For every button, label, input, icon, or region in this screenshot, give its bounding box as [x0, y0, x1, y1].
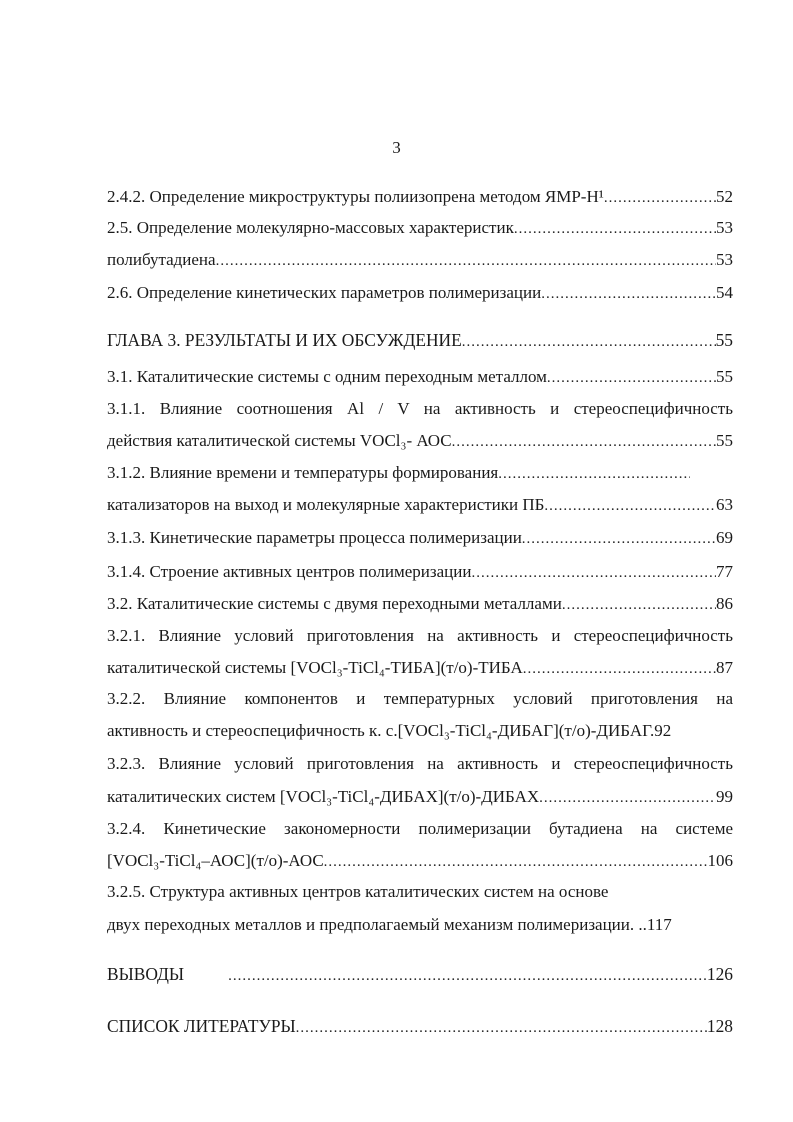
dot-leader [544, 494, 716, 518]
toc-entry-title: ВЫВОДЫ [107, 964, 185, 984]
toc-entry-3-1-2-cont[interactable] [107, 493, 733, 517]
toc-entry-page: 69 [716, 528, 733, 547]
toc-entry-title: 3.1.4. Строение активных центров полимеризации [107, 562, 472, 581]
dot-leader [462, 330, 716, 354]
dot-leader [296, 1016, 707, 1040]
toc-entry-title: 3.2.4. Кинетические закономерности полимеризации бутадиена на системе [107, 819, 733, 838]
toc-entry-page: 106 [707, 851, 733, 870]
dot-leader [471, 561, 716, 585]
toc-entry-page: 128 [706, 1016, 733, 1036]
dot-leader [539, 786, 716, 810]
dot-leader [514, 217, 716, 241]
toc-entry-page: 92 [654, 721, 672, 740]
toc-entry-2-5[interactable] [107, 216, 733, 240]
toc-entry-3-2-5[interactable] [107, 880, 733, 904]
toc-entry-page: 99 [716, 787, 733, 806]
toc-entry-3-1-1-cont[interactable] [107, 429, 733, 453]
toc-entry-page: 77 [716, 562, 733, 581]
toc-entry-title: каталитических систем [VOCl₃-TiCl₄-ДИБАХ](т/о)-ДИБАХ [107, 787, 540, 806]
dot-leader [547, 366, 716, 390]
toc-entry-title: двух переходных металлов и предполагаемый механизм полимеризации. .. [107, 915, 647, 934]
toc-entry-title: 2.6. Определение кинетических параметров полимеризации [107, 283, 542, 302]
toc-entry-3-2-2[interactable] [107, 687, 733, 711]
toc-entry-3-1-2[interactable] [107, 461, 733, 485]
toc-entry-title: 3.2.2. Влияние компонентов и температурных условий приготовления на [107, 689, 733, 708]
toc-entry-page: 54 [716, 283, 733, 302]
toc-entry-title: 2.4.2. Определение микроструктуры полиизопрена методом ЯМР-Н¹ [107, 187, 604, 206]
toc-entry-references[interactable] [107, 1014, 733, 1038]
toc-entry-3-2-4-cont[interactable] [107, 849, 733, 873]
toc-entry-title: 3.2.3. Влияние условий приготовления на активность и стереоспецифичность [107, 754, 733, 773]
toc-entry-title: 3.2.1. Влияние условий приготовления на активность и стереоспецифичность [107, 626, 733, 645]
dot-leader [452, 430, 716, 454]
toc-entry-page: 86 [716, 594, 733, 613]
toc-entry-title: [VOCl₃-TiCl₄–АОС](т/о)-АОС [107, 851, 324, 870]
toc-entry-3-1-3[interactable] [107, 526, 733, 550]
page-number: 3 [392, 138, 401, 157]
toc-entry-title: катализаторов на выход и молекулярные характеристики ПБ [107, 495, 545, 514]
toc-entry-page: 55 [715, 330, 733, 350]
toc-entry-3-1-4[interactable] [107, 560, 733, 584]
dot-leader [228, 964, 707, 988]
toc-entry-page: 52 [716, 187, 733, 206]
dot-leader [604, 186, 716, 210]
toc-entry-title: 3.2. Каталитические системы с двумя переходными металлами [107, 594, 562, 613]
toc-entry-title: каталитической системы [VOCl₃-TiCl₄-ТИБА](т/о)-ТИБА [107, 658, 523, 677]
toc-entry-3-2-2-cont[interactable] [107, 719, 733, 743]
toc-entry-title: 2.5. Определение молекулярно-массовых характеристик [107, 218, 514, 237]
toc-entry-3-2-3[interactable] [107, 752, 733, 776]
toc-entry-title: 3.1.3. Кинетические параметры процесса полимеризации [107, 528, 522, 547]
toc-entry-page: 53 [716, 250, 733, 269]
dot-leader [523, 657, 716, 681]
toc-entry-3-2-4[interactable] [107, 817, 733, 841]
toc-entry-page: 117 [646, 915, 672, 934]
toc-entry-title: активность и стереоспецифичность к. с.[VOCl₃-TiCl₄-ДИБАГ](т/о)-ДИБАГ. [107, 721, 655, 740]
toc-entry-3-2[interactable] [107, 592, 733, 616]
toc-entry-3-2-3-cont[interactable] [107, 785, 733, 809]
toc-entry-2-6[interactable] [107, 281, 733, 305]
dot-leader [562, 593, 716, 617]
dot-leader [324, 850, 708, 874]
toc-entry-title: ГЛАВА 3. РЕЗУЛЬТАТЫ И ИХ ОБСУЖДЕНИЕ [107, 330, 462, 350]
dot-leader [498, 462, 690, 486]
toc-entry-title: 3.1.1. Влияние соотношения Al / V на активность и стереоспецифичность [107, 399, 733, 418]
toc-entry-title: 3.2.5. Структура активных центров каталитических систем на основе [107, 882, 609, 901]
dot-leader [216, 249, 716, 273]
toc-entry-3-1[interactable] [107, 365, 733, 389]
toc-entry-3-2-1-cont[interactable] [107, 656, 733, 680]
toc-entry-3-1-1[interactable] [107, 397, 733, 421]
toc-entry-title: 3.1.2. Влияние времени и температуры формирования [107, 463, 499, 482]
dot-leader [541, 282, 716, 306]
toc-entry-3-2-1[interactable] [107, 624, 733, 648]
toc-entry-title: 3.1. Каталитические системы с одним переходным металлом [107, 367, 547, 386]
toc-entry-3-2-5-cont[interactable] [107, 913, 733, 937]
toc-entry-chapter-3[interactable] [107, 328, 733, 352]
toc-entry-conclusions[interactable] [107, 962, 733, 986]
toc-entry-page: 55 [716, 431, 733, 450]
dot-leader [522, 527, 716, 551]
toc-entry-title: полибутадиена [107, 250, 216, 269]
toc-entry-page: 126 [706, 964, 733, 984]
toc-entry-title: действия каталитической системы VOCl₃- АОС [107, 431, 452, 450]
toc-entry-page: 55 [716, 367, 733, 386]
toc-entry-page: 63 [716, 495, 733, 514]
toc-entry-page: 87 [716, 658, 733, 677]
toc-entry-2-4-2[interactable] [107, 185, 733, 209]
toc-entry-page: 53 [716, 218, 733, 237]
toc-entry-title: СПИСОК ЛИТЕРАТУРЫ [107, 1016, 296, 1036]
toc-entry-2-5-cont[interactable] [107, 248, 733, 272]
